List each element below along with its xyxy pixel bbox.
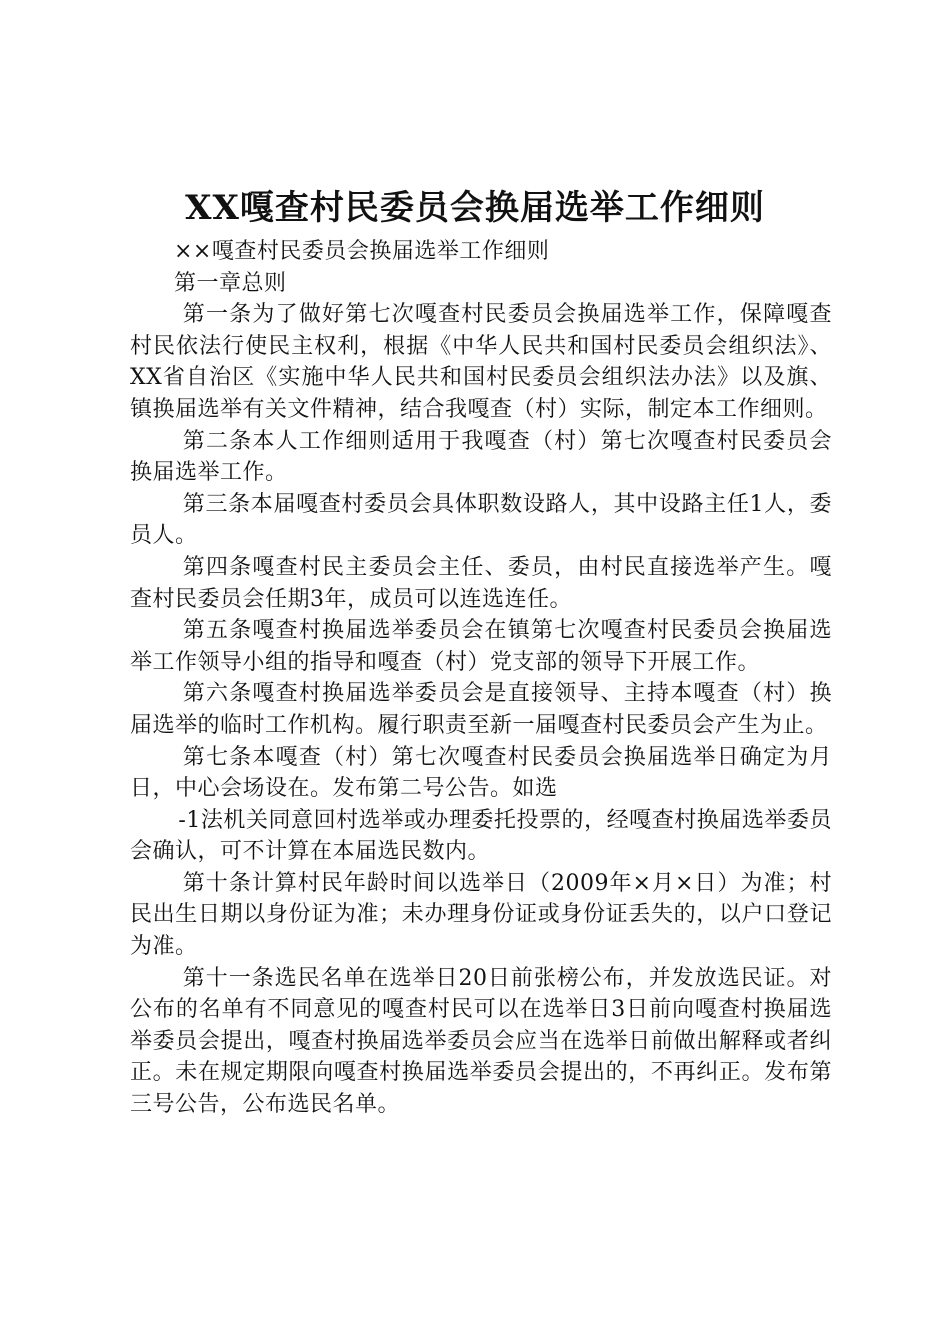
document-title: XX嘎查村民委员会换届选举工作细则 — [185, 188, 765, 228]
chapter-heading: 第一章总则 — [174, 270, 287, 296]
article-7-paragraph: 第七条本嘎查（村）第七次嘎查村民委员会换届选举日确定为月日，中心会场设在。发布第二号公告。如选 — [130, 744, 832, 802]
continuation-paragraph: -1法机关同意回村选举或办理委托投票的，经嘎查村换届选举委员会确认，可不计算在本届选民数内。 — [130, 807, 832, 865]
document-body — [130, 236, 832, 1121]
article-1-paragraph: 第一条为了做好第七次嘎查村民委员会换届选举工作，保障嘎查村民依法行使民主权利，根据《中华人民共和国村民委员会组织法》、XX省自治区《实施中华人民共和国村民委员会组织法办法》以及旗、镇换届选举有关文件精神，结合我嘎查（村）实际，制定本工作细则。 — [130, 302, 832, 422]
article-5-paragraph: 第五条嘎查村换届选举委员会在镇第七次嘎查村民委员会换届选举工作领导小组的指导和嘎查（村）党支部的领导下开展工作。 — [130, 618, 832, 675]
document-subtitle: ××嘎查村民委员会换届选举工作细则 — [174, 239, 550, 264]
article-10-paragraph: 第十条计算村民年龄时间以选举日（2009年×月×日）为准；村民出生日期以身份证为准；未办理身份证或身份证丢失的，以户口登记为准。 — [130, 870, 832, 960]
article-2-paragraph: 第二条本人工作细则适用于我嘎查（村）第七次嘎查村民委员会换届选举工作。 — [130, 428, 832, 486]
article-4-paragraph: 第四条嘎查村民主委员会主任、委员，由村民直接选举产生。嘎查村民委员会任期3年，成员可以连选连任。 — [130, 554, 832, 612]
article-3-paragraph: 第三条本届嘎查村委员会具体职数设路人，其中设路主任1人，委员人。 — [130, 491, 832, 549]
article-11-paragraph: 第十一条选民名单在选举日20日前张榜公布，并发放选民证。对公布的名单有不同意见的嘎查村民可以在选举日3日前向嘎查村换届选举委员会提出，嘎查村换届选举委员会应当在选举日前做出解释或者纠正。未在规定期限向嘎查村换届选举委员会提出的，不再纠正。发布第三号公告，公布选民名单。 — [130, 965, 832, 1118]
article-6-paragraph: 第六条嘎查村换届选举委员会是直接领导、主持本嘎查（村）换届选举的临时工作机构。履行职责至新一届嘎查村民委员会产生为止。 — [130, 681, 832, 738]
